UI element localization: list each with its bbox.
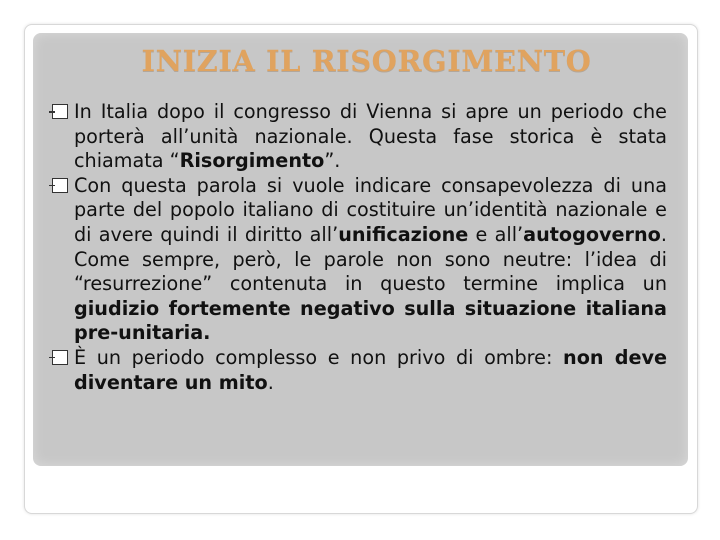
square-bullet-icon — [52, 178, 68, 193]
square-bullet-icon — [52, 104, 68, 119]
square-bullet-icon — [52, 350, 68, 365]
slide-title: INIZIA IL RISORGIMENTO — [141, 44, 592, 78]
bullet-item-1: In Italia dopo il congresso di Vienna si apre un periodo che porterà all’unità nazionale. Questa fase storica è stata chiamata “Risorgimento”. — [52, 100, 667, 174]
bullet-item-3: È un periodo complesso e non privo di ombre: non deve diventare un mito. — [52, 346, 667, 395]
bullet-list — [52, 100, 667, 395]
bullet-item-2: Con questa parola si vuole indicare consapevolezza di una parte del popolo italiano di costituire un’identità nazionale e di avere quindi il diritto all’unificazione e all’autogoverno. Come sempre, però, le parole non sono neutre: l’idea di “resurrezione” contenuta in questo termine implica un giudizio fortemente negativo sulla situazione italiana pre-unitaria. — [52, 174, 667, 346]
